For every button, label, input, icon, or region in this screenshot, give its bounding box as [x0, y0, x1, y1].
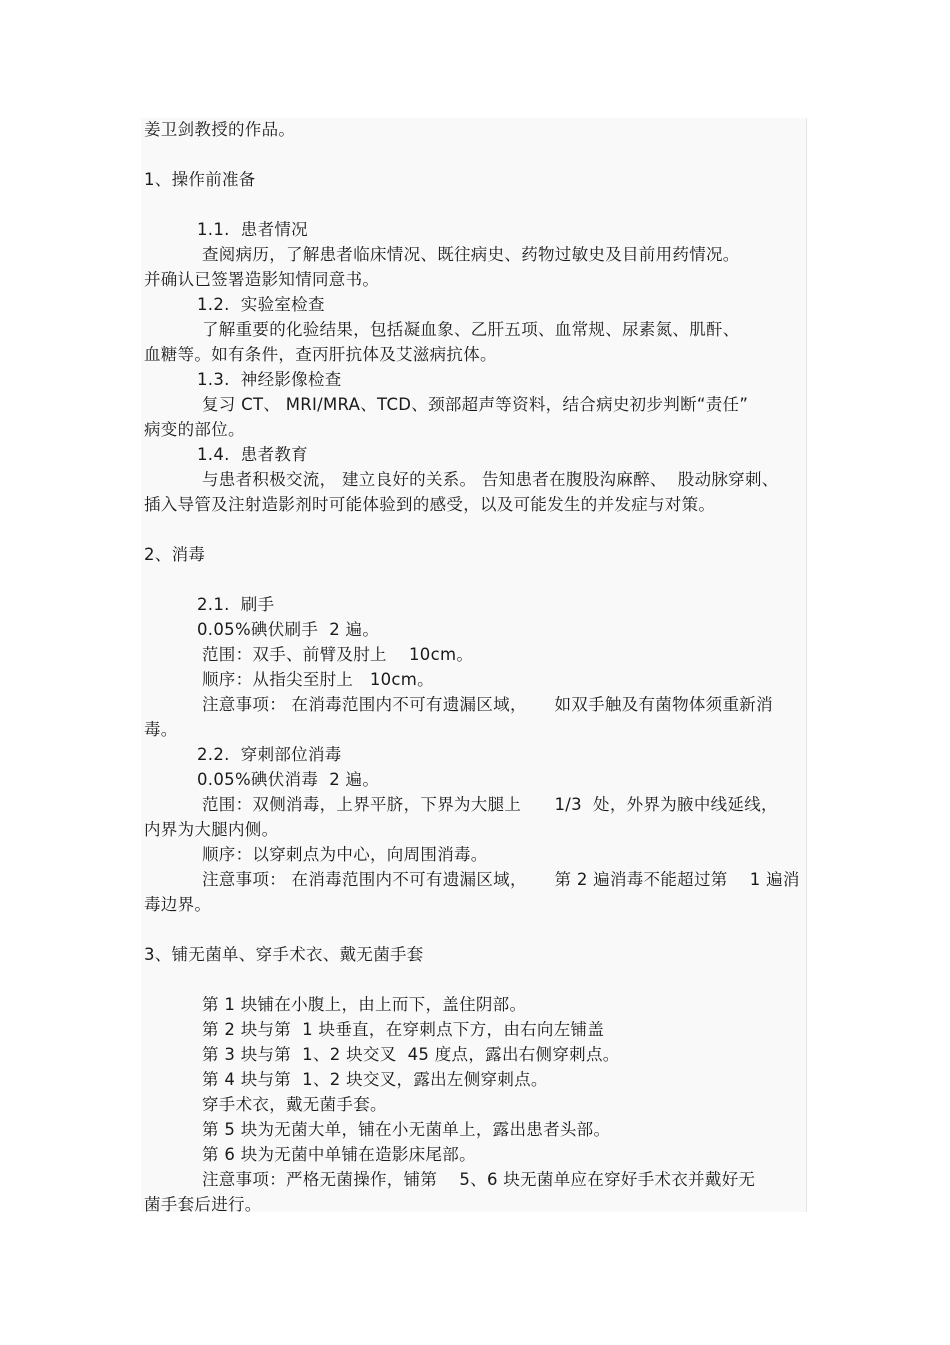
subheading-1-3: 1.3. 神经影像检查 — [197, 370, 342, 389]
paragraph-line: 范围：双手、前臂及肘上 10cm。 — [202, 645, 474, 664]
paragraph-line: 第 5 块为无菌大单，铺在小无菌单上，露出患者头部。 — [202, 1120, 611, 1139]
paragraph-line: 第 4 块与第 1、2 块交叉，露出左侧穿刺点。 — [202, 1070, 548, 1089]
paragraph-line: 范围：双侧消毒，上界平脐，下界为大腿上 1/3 处，外界为腋中线延线， — [202, 795, 778, 814]
paragraph-line: 查阅病历，了解患者临床情况、既往病史、药物过敏史及目前用药情况。 — [202, 245, 740, 264]
section-3-title: 3、铺无菌单、穿手术衣、戴无菌手套 — [144, 945, 424, 964]
subheading-2-2: 2.2. 穿刺部位消毒 — [197, 745, 342, 764]
paragraph-line: 顺序：从指尖至肘上 10cm。 — [202, 670, 434, 689]
paragraph-line: 穿手术衣，戴无菌手套。 — [202, 1095, 387, 1114]
paragraph-line: 0.05%碘伏刷手 2 遍。 — [197, 620, 380, 639]
paragraph-line: 毒边界。 — [144, 895, 212, 914]
paragraph-line: 了解重要的化验结果，包括凝血象、乙肝五项、血常规、尿素氮、肌酐、 — [202, 320, 740, 339]
paragraph-line: 复习 CT、 MRI/MRA、TCD、颈部超声等资料，结合病史初步判断“责任” — [202, 395, 749, 414]
paragraph-line: 注意事项：严格无菌操作，铺第 5、6 块无菌单应在穿好手术衣并戴好无 — [202, 1170, 756, 1189]
paragraph-line: 病变的部位。 — [144, 420, 245, 439]
paragraph-line: 插入导管及注射造影剂时可能体验到的感受，以及可能发生的并发症与对策。 — [144, 495, 716, 514]
paragraph-line: 顺序：以穿刺点为中心，向周围消毒。 — [202, 845, 488, 864]
paragraph-line: 注意事项： 在消毒范围内不可有遗漏区域， 第 2 遍消毒不能超过第 1 遍消 — [202, 870, 800, 889]
paragraph-line: 并确认已签署造影知情同意书。 — [144, 270, 380, 289]
paragraph-line: 注意事项： 在消毒范围内不可有遗漏区域， 如双手触及有菌物体须重新消 — [202, 695, 773, 714]
paragraph-line: 第 3 块与第 1、2 块交叉 45 度点，露出右侧穿刺点。 — [202, 1045, 620, 1064]
paragraph-line: 0.05%碘伏消毒 2 遍。 — [197, 770, 380, 789]
intro-line: 姜卫剑教授的作品。 — [144, 120, 296, 139]
paragraph-line: 第 6 块为无菌中单铺在造影床尾部。 — [202, 1145, 476, 1164]
paragraph-line: 菌手套后进行。 — [144, 1195, 262, 1214]
paragraph-line: 第 2 块与第 1 块垂直，在穿刺点下方，由右向左铺盖 — [202, 1020, 605, 1039]
paragraph-line: 与患者积极交流， 建立良好的关系。 告知患者在腹股沟麻醉、 股动脉穿刺、 — [202, 470, 779, 489]
paragraph-line: 毒。 — [144, 720, 178, 739]
section-2-title: 2、消毒 — [144, 545, 206, 564]
subheading-2-1: 2.1. 刷手 — [197, 595, 275, 614]
subheading-1-4: 1.4. 患者教育 — [197, 445, 308, 464]
subheading-1-2: 1.2. 实验室检查 — [197, 295, 325, 314]
paragraph-line: 内界为大腿内侧。 — [144, 820, 279, 839]
paragraph-line: 第 1 块铺在小腹上，由上而下，盖住阴部。 — [202, 995, 527, 1014]
paragraph-line: 血糖等。如有条件，查丙肝抗体及艾滋病抗体。 — [144, 345, 497, 364]
subheading-1-1: 1.1. 患者情况 — [197, 220, 308, 239]
section-1-title: 1、操作前准备 — [144, 170, 256, 189]
